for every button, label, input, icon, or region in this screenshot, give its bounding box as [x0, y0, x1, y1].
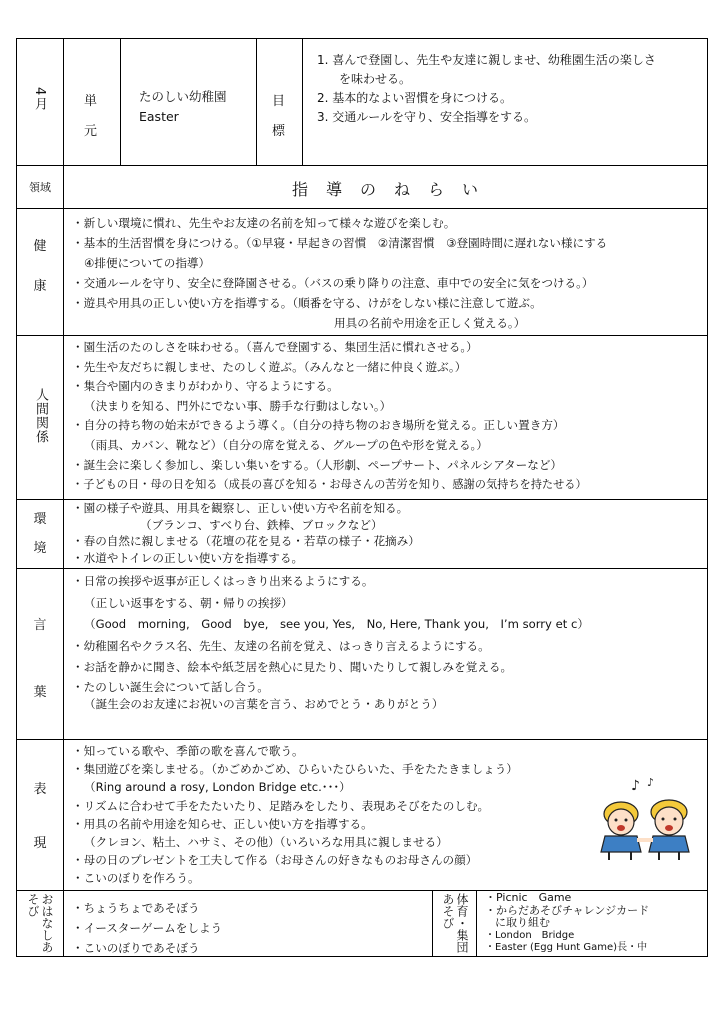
- kankyou-label-1: 環: [33, 512, 47, 527]
- area-label-cell: [17, 166, 64, 208]
- text-line: ・集団遊びを楽しませる。（かごめかごめ、ひらいたひらいた、手をたたきましょう）: [72, 762, 518, 777]
- text-line: に取り組む: [495, 916, 550, 930]
- goal-num: 2.: [317, 91, 329, 105]
- text-line: （正しい返事をする、朝・帰りの挨拶）: [84, 595, 293, 610]
- text-line: ・London Bridge: [485, 929, 575, 941]
- kankyou-content: [64, 500, 707, 568]
- section-ningen: [17, 336, 707, 500]
- kenkou-label-1: 健: [33, 239, 47, 254]
- text-line: （誕生会のお友達にお祝いの言葉を言う、おめでとう・ありがとう）: [84, 696, 444, 711]
- goal-text: 交通ルールを守り、安全指導をする。: [332, 110, 537, 124]
- hyougen-label-1: 表: [33, 782, 47, 797]
- text-line: （雨具、カバン、靴など）（自分の席を覚える、グループの色や形を覚える。）: [84, 437, 488, 452]
- goal-text: を味わせる。: [339, 72, 412, 86]
- text-line: （Ring around a rosy, London Bridge etc.･･･）: [84, 780, 351, 795]
- kenkou-content: [64, 209, 707, 335]
- text-line: ・Easter (Egg Hunt Game)長・中: [485, 942, 648, 954]
- taiiku-label: 体育・集団あそび: [441, 893, 469, 953]
- unit-line-2: Easter: [139, 109, 179, 124]
- unit-label: 単元: [84, 94, 98, 139]
- unit-label-cell: [64, 39, 121, 165]
- text-line: ・Picnic Game: [485, 891, 572, 904]
- text-line: 用具の名前や用途を正しく覚える。）: [334, 316, 526, 330]
- month-label: 4月: [32, 87, 47, 113]
- goals-cell: [303, 39, 707, 165]
- text-line: ・子どもの日・母の日を知る（成長の喜びを知る・お母さんの苦労を知り、感謝の気持ちを持たせる）: [72, 478, 587, 492]
- text-line: ・用具の名前や用途を知らせ、正しい使い方を指導する。: [72, 816, 373, 831]
- section-kankyou: [17, 500, 707, 569]
- text-line: ・からだあそびチャレンジカード: [485, 903, 650, 917]
- text-line: ・新しい環境に慣れ、先生やお友達の名前を知って様々な遊びを楽しむ。: [72, 216, 456, 230]
- kotoba-content: [64, 569, 707, 739]
- text-line: ・先生や友だちに親しませ、たのしく遊ぶ。（みんなと一緒に仲良く遊ぶ。）: [72, 359, 467, 374]
- text-line: ・遊具や用具の正しい使い方を指導する。（順番を守る、けがをしない様に注意して遊ぶ。: [72, 296, 542, 310]
- ningen-label: 人間関係: [33, 388, 48, 444]
- section-hyougen: [17, 740, 707, 891]
- curriculum-table: [16, 38, 708, 957]
- goal-num: 1.: [317, 53, 329, 67]
- text-line: ・知っている歌や、季節の歌を喜んで歌う。: [72, 744, 304, 758]
- text-line: （クレヨン、粘土、ハサミ、その他）（いろいろな用具に親しませる）: [84, 835, 448, 850]
- goal-label-cell: [257, 39, 303, 165]
- children-singing-illustration: [591, 774, 701, 862]
- text-line: ・自分の持ち物の始末ができるよう導く。（自分の持ち物のおき場所を覚える。正しい置き方）: [72, 418, 565, 433]
- kenkou-label-2: 康: [33, 279, 47, 294]
- text-line: ・園生活のたのしさを味わせる。（喜んで登園する、集団生活に慣れさせる。）: [72, 340, 478, 354]
- text-line: ・イースターゲームをしよう: [72, 921, 223, 935]
- svg-text:♪: ♪: [647, 776, 655, 789]
- goal-text: 喜んで登園し、先生や友達に親しませ、幼稚園生活の楽しさ: [332, 53, 656, 67]
- text-line: ・水道やトイレの正しい使い方を指導する。: [72, 550, 304, 565]
- text-line: ・こいのぼりであそぼう: [72, 941, 200, 955]
- text-line: ・誕生会に楽しく参加し、楽しい集いをする。（人形劇、ペープサート、パネルシアターなど）: [72, 457, 563, 472]
- section-title: 指 導 の ね ら い: [291, 180, 479, 199]
- unit-value-cell: [121, 39, 257, 165]
- text-line: ・ちょうちょであそぼう: [72, 901, 200, 915]
- text-line: ・交通ルールを守り、安全に登降園させる。（バスの乗り降りの注意、車中での安全に気をつける。）: [72, 276, 594, 290]
- hyougen-label-2: 現: [33, 836, 47, 851]
- ohanashi-label-cell: [17, 891, 64, 957]
- kotoba-label-1: 言: [33, 618, 47, 633]
- text-line: ・園の様子や遊具、用具を観察し、正しい使い方や名前を知る。: [72, 501, 409, 515]
- goal-line-1: [317, 51, 707, 70]
- text-line: ④排便についての指導）: [84, 256, 211, 270]
- goal-num: 3.: [317, 110, 329, 124]
- kankyou-label-2: 境: [33, 541, 47, 556]
- hyougen-label-cell: [17, 740, 64, 890]
- taiiku-label-cell: [432, 891, 477, 957]
- text-line: ・こいのぼりを作ろう。: [72, 871, 200, 886]
- ningen-content: [64, 336, 707, 499]
- section-kotoba: [17, 569, 707, 740]
- goal-line-3: [317, 89, 707, 108]
- text-line: ・春の自然に親しませる（花壇の花を見る・若草の様子・花摘み）: [72, 534, 420, 549]
- goal-text: 基本的なよい習慣を身につける。: [332, 91, 513, 105]
- text-line: ・たのしい誕生会について話し合う。: [72, 679, 269, 694]
- svg-text:♪: ♪: [631, 778, 640, 794]
- kotoba-label-2: 葉: [33, 685, 47, 700]
- ohanashi-label: おはなしあそび: [26, 893, 54, 953]
- ningen-label-cell: [17, 336, 64, 499]
- text-line: ・幼稚園名やクラス名、先生、友達の名前を覚え、はっきり言えるようにする。: [72, 638, 490, 653]
- taiiku-content: [477, 891, 707, 957]
- text-line: ・お話を静かに聞き、絵本や紙芝居を熱心に見たり、聞いたりして親しみを覚える。: [72, 660, 513, 675]
- section-play: [17, 891, 707, 957]
- header-row: [17, 39, 707, 166]
- text-line: （Good morning, Good bye, see you, Yes, No, Here, Thank you, I’m sorry et c）: [84, 617, 589, 632]
- text-line: （ブランコ、すべり台、鉄棒、ブロックなど）: [140, 517, 383, 532]
- unit-line-1: たのしい幼稚園: [139, 89, 227, 104]
- text-line: ・母の日のプレゼントを工夫して作る（お母さんの好きなものお母さんの顔）: [72, 853, 478, 868]
- goal-line-4: [317, 108, 707, 127]
- title-row: [17, 166, 707, 209]
- text-line: ・集合や園内のきまりがわかり、守るようにする。: [72, 379, 339, 394]
- kankyou-label-cell: [17, 500, 64, 568]
- ohanashi-content: [64, 891, 447, 957]
- text-line: ・日常の挨拶や返事が正しくはっきり出来るようにする。: [72, 574, 374, 588]
- month-cell: [17, 39, 64, 165]
- goal-label: 目標: [272, 94, 286, 139]
- text-line: ・基本的生活習慣を身につける。（①早寝・早起きの習慣 ②清潔習慣 ③登園時間に遅れない様にする: [72, 236, 608, 250]
- section-kenkou: [17, 209, 707, 336]
- text-line: ・リズムに合わせて手をたたいたり、足踏みをしたり、表現あそびをたのしむ。: [72, 798, 490, 813]
- kenkou-label-cell: [17, 209, 64, 335]
- area-label: 領域: [29, 181, 51, 194]
- goal-line-2: [317, 70, 707, 89]
- kotoba-label-cell: [17, 569, 64, 739]
- text-line: （決まりを知る、門外にでない事、勝手な行動はしない。）: [84, 398, 392, 413]
